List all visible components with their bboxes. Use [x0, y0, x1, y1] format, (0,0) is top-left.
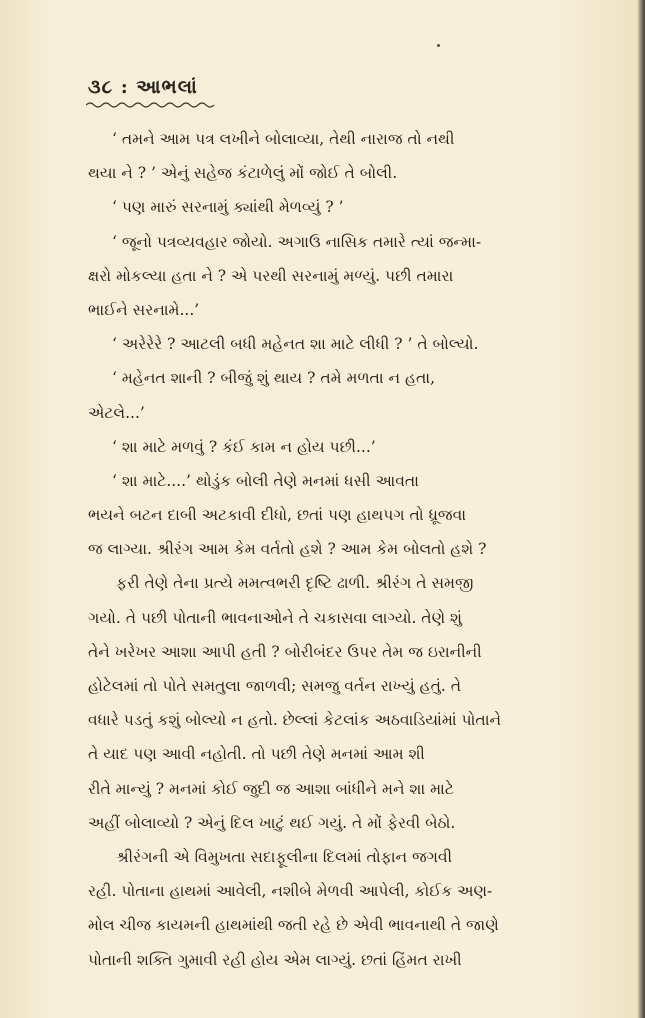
text-line: જ લાગ્યા. શ્રીરંગ આમ કેમ વર્તતો હશે ? આમ કેમ બોલતો હશે ?	[88, 540, 487, 559]
text-line: પોતાની શક્તિ ગુમાવી રહી હોય એમ લાગ્યું. છતાં હિંમત રાખી	[88, 950, 462, 969]
text-line: તેને ખરેખર આશા આપી હતી ? બોરીબંદર ઉપર તેમ જ ઇરાનીની	[88, 642, 482, 661]
text-line: ‘ જૂનો પત્રવ્યવહાર જોયો. અગાઉ નાસિક તમારે ત્યાં જન્મા-	[112, 232, 482, 251]
text-line: ભયને બટન દાબી અટકાવી દીધો, છતાં પણ હાથપગ તો ધ્રૂજવા	[88, 506, 467, 525]
text-line: અહીં બોલાવ્યો ? એનું દિલ ખાટું થઈ ગયું. તે મોં ફેરવી બેઠો.	[88, 813, 456, 832]
text-line: ગયો. તે પછી પોતાની ભાવનાઓને તે ચકાસવા લાગ્યો. તેણે શું	[88, 608, 462, 627]
text-line: ‘ અરેરેરે ? આટલી બધી મહેનત શા માટે લીધી ? ’ તે બોલ્યો.	[112, 335, 479, 354]
text-line: ‘ મહેનત શાની ? બીજું શું થાય ? તમે મળતા ન હતા,	[112, 369, 436, 388]
page-edge-shadow	[637, 0, 645, 1018]
text-line: ભાઈને સરનામે...’	[88, 300, 200, 319]
text-line: મોલ ચીજ કાયમની હાથમાંથી જતી રહે છે એવી ભાવનાથી તે જાણે	[88, 916, 499, 935]
text-line: ક્ષરો મોકલ્યા હતા ને ? એ પરથી સરનામું મળ્યું. પછી તમારા	[88, 266, 454, 285]
text-line: ફરી તેણે તેના પ્રત્યે મમત્વભરી દૃષ્ટિ ઢાળી. શ્રીરંગ તે સમજી	[116, 574, 474, 593]
text-line: એટલે...’	[88, 403, 145, 422]
body-text	[88, 122, 626, 977]
text-line: રહી. પોતાના હાથમાં આવેલી, નશીબે મેળવી આપેલી, કોઈક અણ-	[88, 882, 493, 901]
text-line: ‘ તમને આમ પત્ર લખીને બોલાવ્યા, તેથી નારાજ તો નથી	[112, 130, 455, 148]
text-line: હોટેલમાં તો પોતે સમતુલા જાળવી; સમજુ વર્તન રાખ્યું હતું. તે	[88, 677, 461, 695]
text-line: તે યાદ પણ આવી નહોતી. તો પછી તેણે મનમાં આમ શી	[88, 745, 425, 764]
text-line: થયા ને ? ’ એનું સહેજ કંટાળેલું મોં જોઈ તે બોલી.	[88, 164, 398, 183]
text-line: શ્રીરંગની એ વિમુખતા સદાફૂલીના દિલમાં તોફાન જગવી	[116, 847, 453, 866]
print-speck	[437, 44, 440, 47]
text-line: રીતે માન્યું ? મનમાં કોઈ જુદી જ આશા બાંધીને મને શા માટે	[88, 779, 454, 798]
header-ornament	[86, 100, 216, 110]
text-line: વધારે પડતું કશું બોલ્યો ન હતો. છેલ્લાં કેટલાંક અઠવાડિયાંમાં પોતાને	[88, 711, 502, 730]
text-line: ‘ શા માટે....’ થોડુંક બોલી તેણે મનમાં ધસી આવતા	[112, 471, 419, 490]
text-line: ‘ શા માટે મળવું ? કંઈ કામ ન હોય પછી...’	[112, 437, 376, 456]
text-line: ‘ પણ મારું સરનામું ક્યાંથી મેળવ્યું ? ’	[112, 198, 344, 217]
page-header: ૩૮ : આભલાં	[88, 76, 198, 98]
